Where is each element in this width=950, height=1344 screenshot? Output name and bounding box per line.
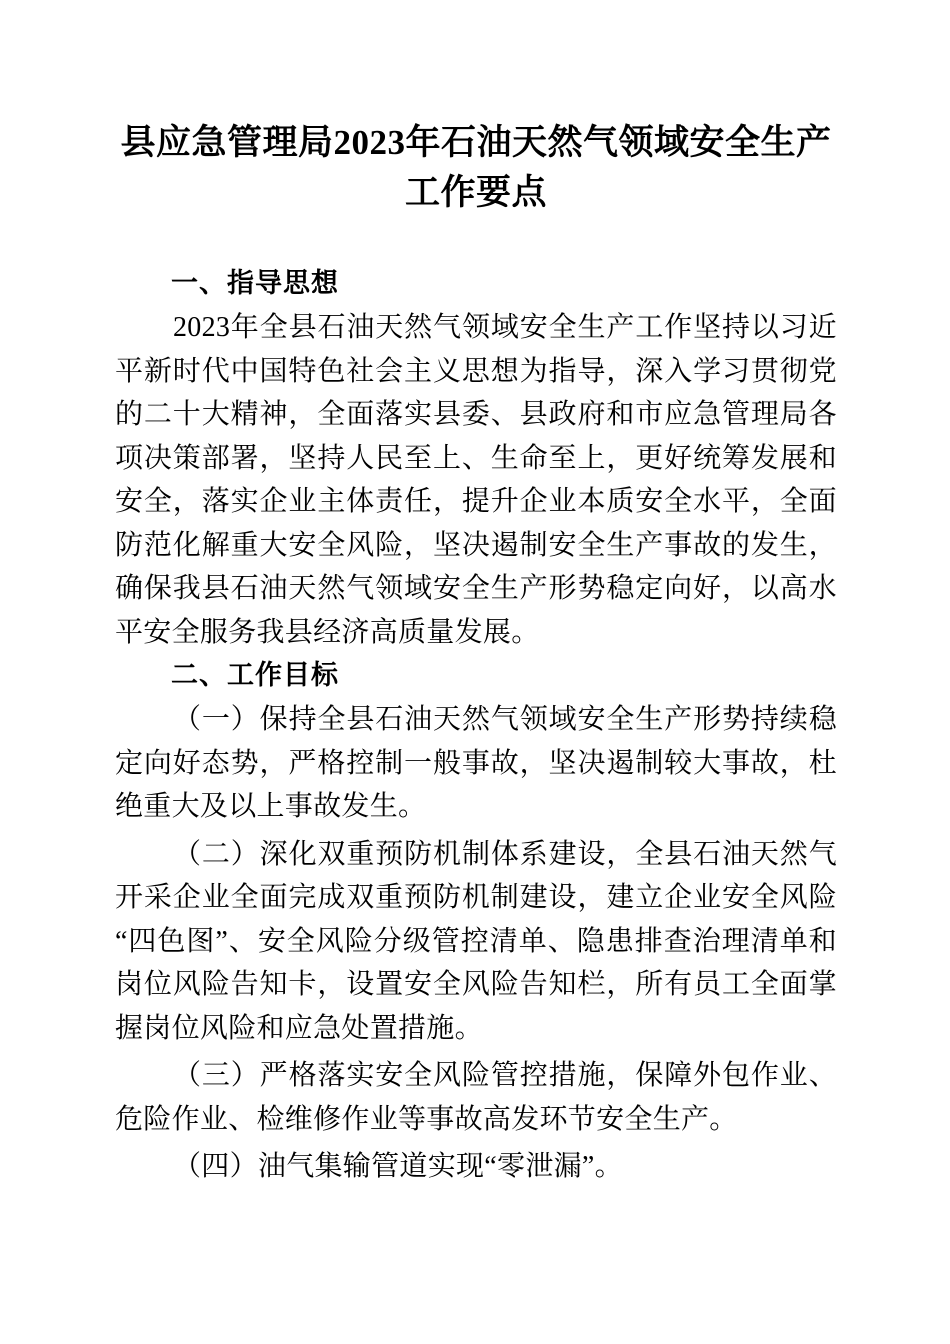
paragraph-objective-2: （二）深化双重预防机制体系建设，全县石油天然气开采企业全面完成双重预防机制建设，建立企业安全风险“四色图”、安全风险分级管控清单、隐患排查治理清单和岗位风险告知卡，设置安全风险告知栏，所有员工全面掌握岗位风险和应急处置措施。 [115,838,837,1044]
section-heading-guiding-ideology: 一、指导思想 [171,268,339,299]
paragraph-objective-4: （四）油气集输管道实现“零泄漏”。 [173,1151,623,1182]
title-spacer [115,218,837,262]
paragraph-guiding-ideology-1: 2023年全县石油天然气领域安全生产工作坚持以习近平新时代中国特色社会主义思想为指导，深入学习贯彻党的二十大精神，全面落实县委、县政府和市应急管理局各项决策部署，坚持人民至上、生命至上，更好统筹发展和安全，落实企业主体责任，提升企业本质安全水平，全面防范化解重大安全风险，坚决遏制安全生产事故的发生，确保我县石油天然气领域安全生产形势稳定向好，以高水平安全服务我县经济高质量发展。 [115,312,837,648]
section-heading-work-objectives: 二、工作目标 [171,660,339,691]
page-title: 县应急管理局2023年石油天然气领域安全生产工作要点 [120,123,832,212]
paragraph-objective-3: （三）严格落实安全风险管控措施，保障外包作业、危险作业、检维修作业等事故高发环节安全生产。 [115,1060,837,1135]
document-content-column [115,0,837,1189]
paragraph-objective-1: （一）保持全县石油天然气领域安全生产形势持续稳定向好态势，严格控制一般事故，坚决遏制较大事故，杜绝重大及以上事故发生。 [115,704,837,822]
